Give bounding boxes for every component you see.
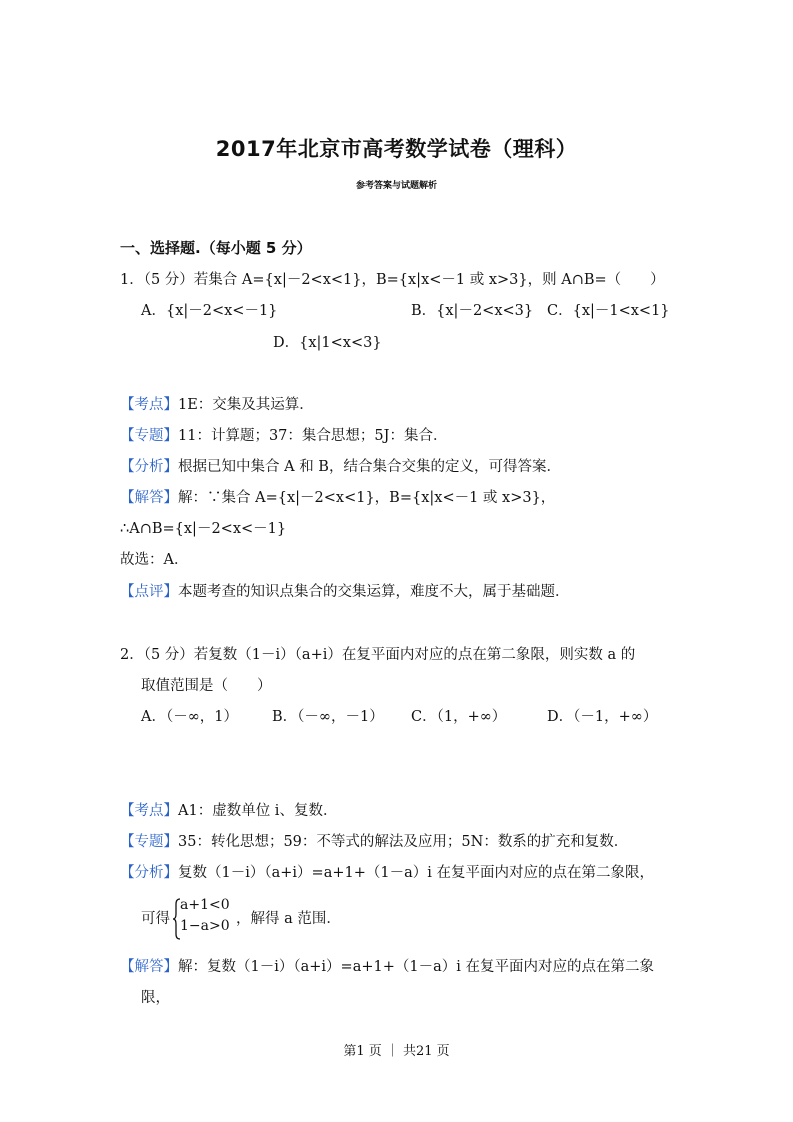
kaodian-tag: 【考点】 — [120, 803, 178, 819]
fenxi-tag: 【分析】 — [120, 459, 178, 475]
page-subtitle: 参考答案与试题解析 — [355, 181, 437, 191]
zhuanti-tag: 【专题】 — [120, 428, 178, 444]
kaodian-text: A1：虚数单位 i、复数． — [178, 803, 338, 819]
kaodian-text: 1E：交集及其运算． — [178, 397, 314, 413]
q1-option-b: B．{x|－2<x<3} — [411, 303, 534, 319]
q2-jieda — [120, 955, 654, 976]
q1-option-a: A．{x|－2<x<－1} — [141, 303, 278, 319]
q2-zhuanti — [120, 830, 628, 851]
q2-option-b: B．（－∞，－1） — [272, 709, 384, 725]
fenxi-text: 复数（1－i）（a+i）=a+1+（1－a）i 在复平面内对应的点在第二象限， — [178, 865, 654, 881]
q1-kaodian — [120, 393, 314, 414]
q2-fenxi — [120, 861, 654, 882]
q2-fenxi-prefix: 可得 — [141, 911, 170, 927]
q2-kaodian — [120, 799, 337, 820]
q2-jieda-line2: 限， — [141, 990, 170, 1006]
q2-option-a: A．（－∞，1） — [141, 709, 239, 725]
q2-stem: 2．（5 分）若复数（1－i）（a+i）在复平面内对应的点在第二象限，则实数 a 的 — [120, 647, 636, 663]
q1-dianping — [120, 580, 570, 601]
q1-zhuanti — [120, 424, 447, 445]
q1-stem: 1．（5 分）若集合 A={x|－2<x<1}，B={x|x<－1 或 x>3}，则 A∩B=（ ） — [120, 272, 665, 288]
q1-jieda — [120, 486, 555, 507]
fenxi-tag: 【分析】 — [120, 865, 178, 881]
q2-option-d: D．（－1，+∞） — [547, 709, 658, 725]
inequality-line-2: 1−a>0 — [180, 918, 230, 934]
page-title: 2017年北京市高考数学试卷（理科） — [215, 137, 578, 161]
q1-answer: 故选：A． — [120, 552, 189, 568]
q1-jieda-line2: ∴A∩B={x|－2<x<－1} — [120, 521, 287, 537]
q2-fenxi-suffix: ，解得 a 范围． — [236, 911, 341, 927]
jieda-text: 解：复数（1－i）（a+i）=a+1+（1－a）i 在复平面内对应的点在第二象 — [178, 959, 654, 975]
jieda-tag: 【解答】 — [120, 490, 178, 506]
q2-stem-line2: 取值范围是（ ） — [141, 678, 272, 694]
dianping-text: 本题考查的知识点集合的交集运算，难度不大，属于基础题． — [178, 584, 570, 600]
q2-option-c: C．（1，+∞） — [411, 709, 507, 725]
zhuanti-text: 35：转化思想；59：不等式的解法及应用；5N：数系的扩充和复数． — [178, 834, 629, 850]
jieda-text: 解：∵集合 A={x|－2<x<1}，B={x|x<－1 或 x>3}， — [178, 490, 556, 506]
section-heading: 一、选择题.（每小题 5 分） — [120, 239, 312, 257]
q1-fenxi — [120, 455, 561, 476]
jieda-tag: 【解答】 — [120, 959, 178, 975]
inequality-line-1: a+1<0 — [180, 897, 230, 913]
page-footer: 第1 页 ｜ 共21 页 — [343, 1044, 450, 1059]
kaodian-tag: 【考点】 — [120, 397, 178, 413]
dianping-tag: 【点评】 — [120, 584, 178, 600]
q1-option-c: C．{x|－1<x<1} — [547, 303, 670, 319]
fenxi-text: 根据已知中集合 A 和 B，结合集合交集的定义，可得答案． — [178, 459, 561, 475]
q1-option-d: D．{x|1<x<3} — [273, 335, 382, 351]
zhuanti-text: 11：计算题；37：集合思想；5J：集合． — [178, 428, 448, 444]
zhuanti-tag: 【专题】 — [120, 834, 178, 850]
